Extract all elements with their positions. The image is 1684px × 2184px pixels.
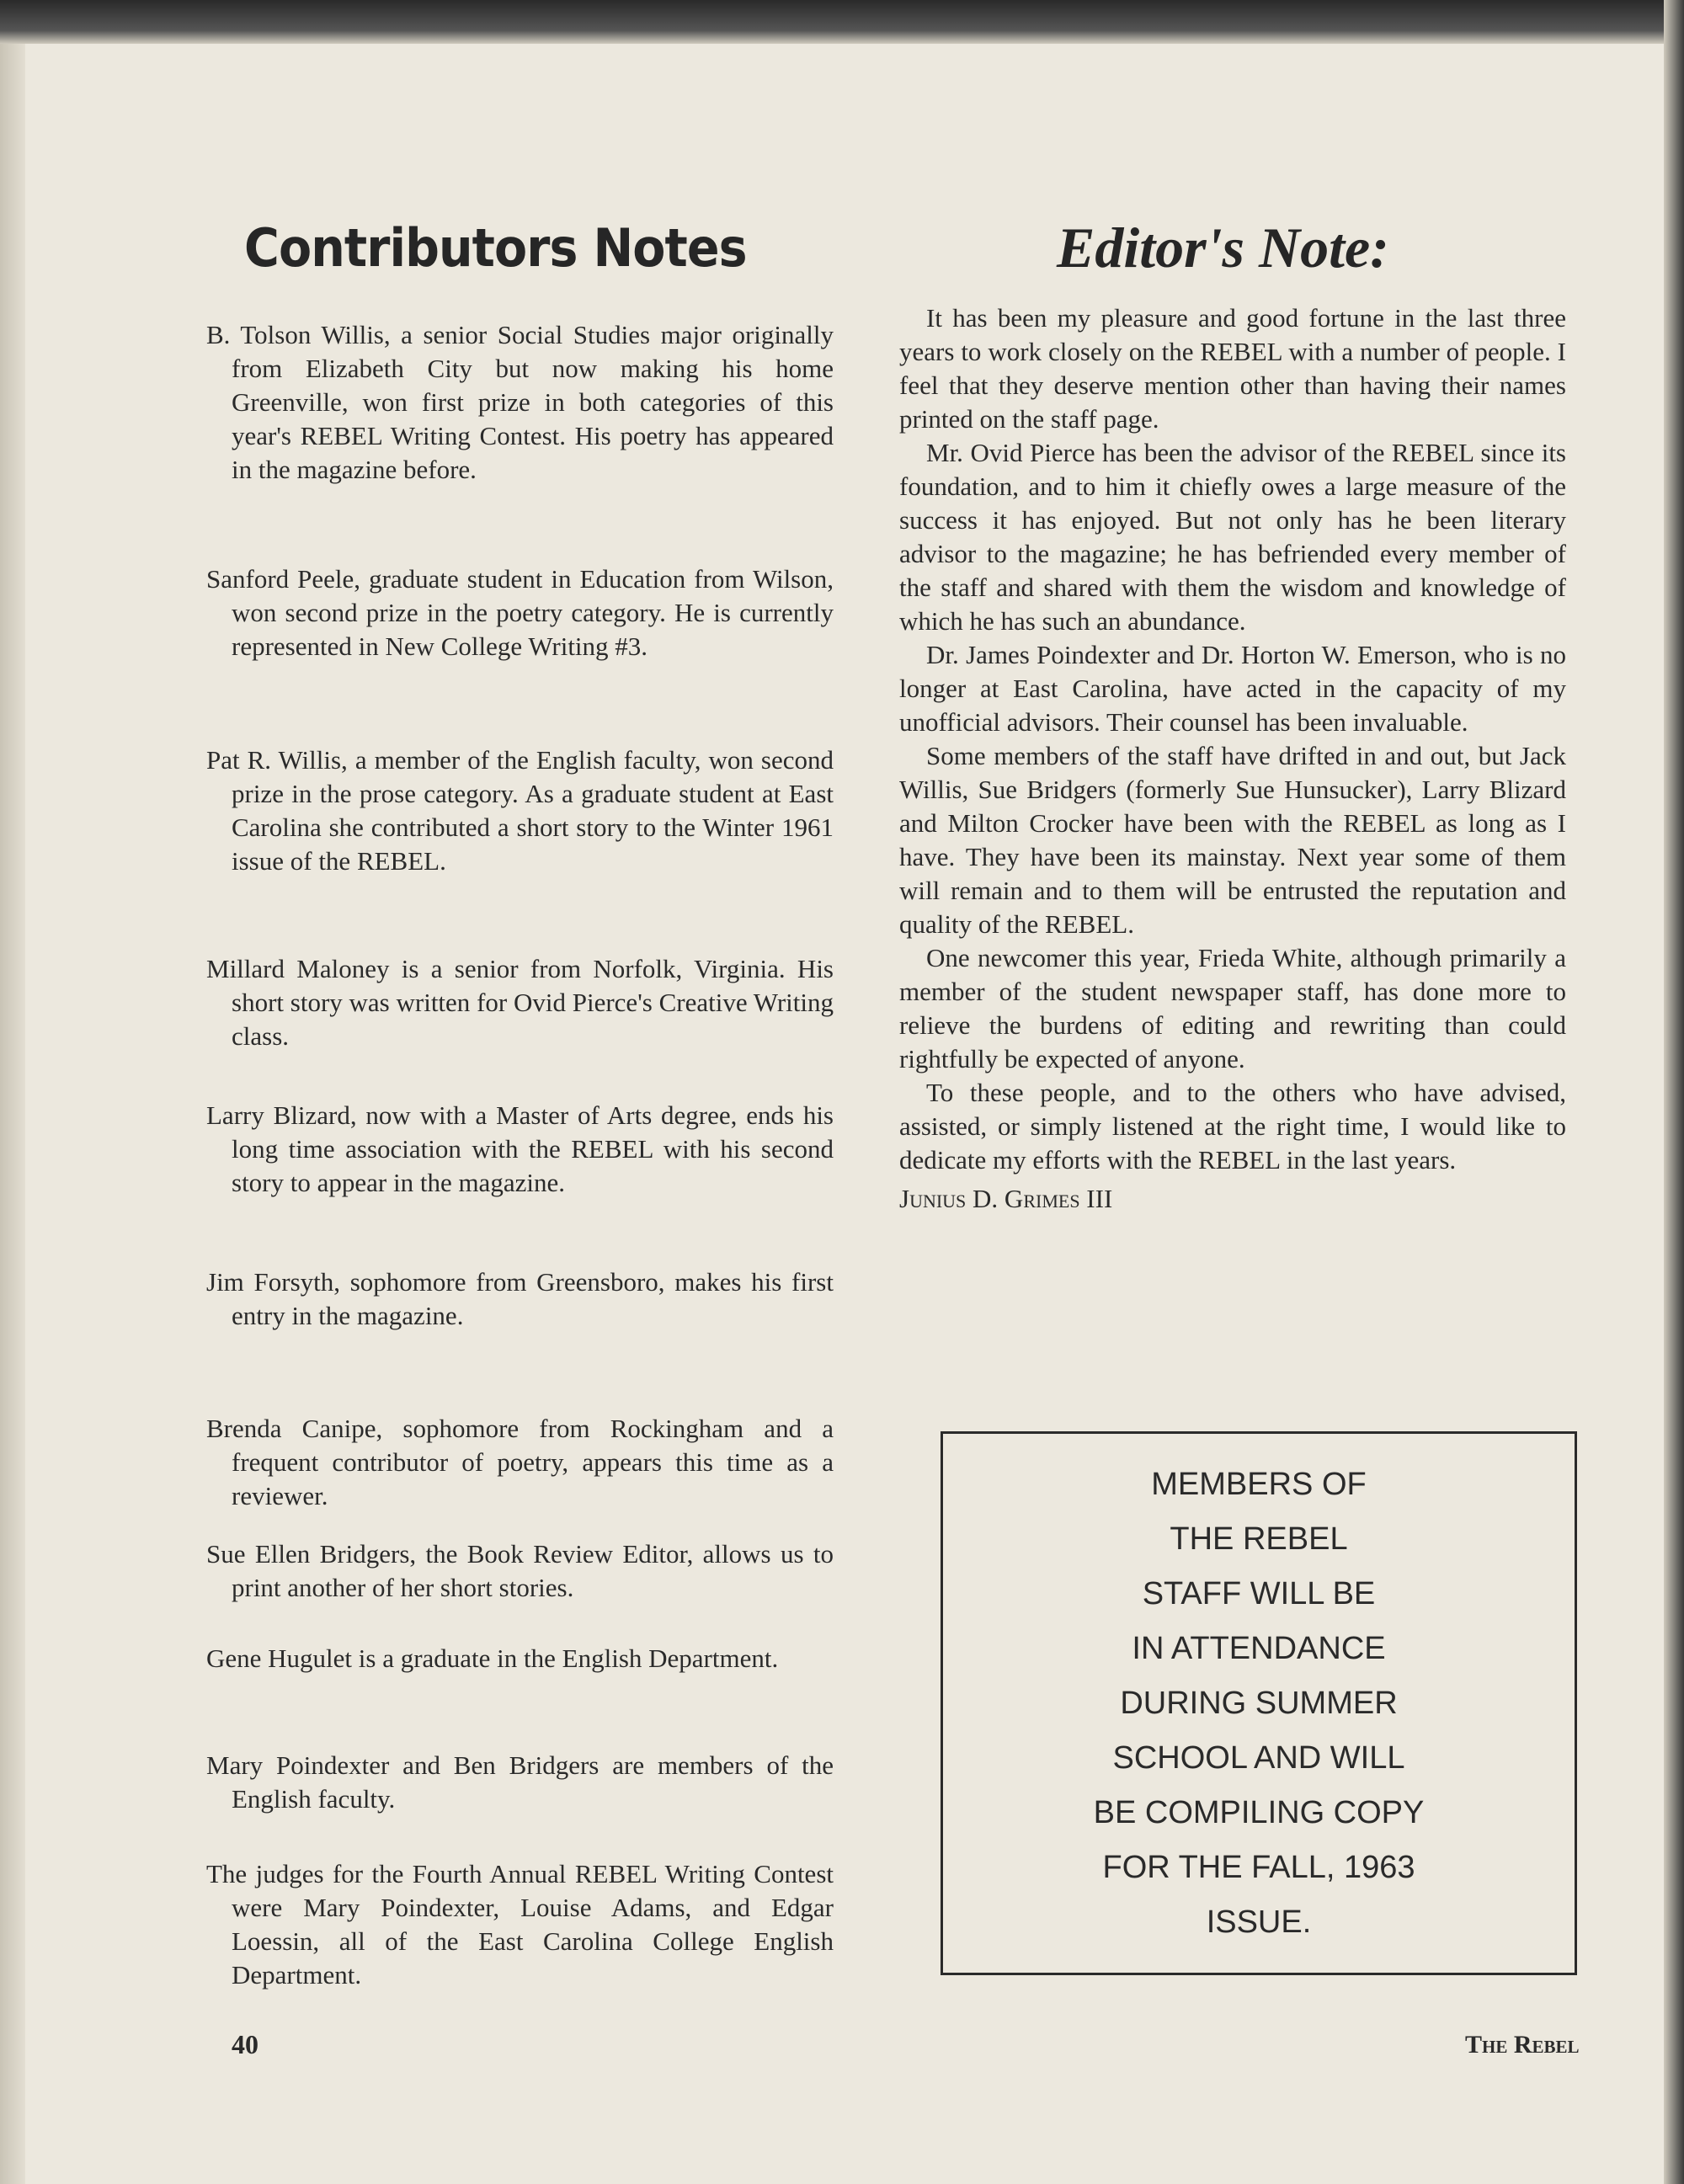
- notice-line: DURING SUMMER: [1120, 1685, 1398, 1721]
- contributor-note: Brenda Canipe, sophomore from Rockingham and a frequent contributor of poetry, appears this time as a reviewer.: [206, 1414, 834, 1510]
- notice-line: ISSUE.: [1206, 1904, 1312, 1940]
- contributor-note: B. Tolson Willis, a senior Social Studies major originally from Elizabeth City but now making his home Greenville, won first prize in both categories of this year's REBEL Writing Contest. His poetry has appeared in the magazine before.: [206, 320, 834, 484]
- notice-line: STAFF WILL BE: [1142, 1575, 1376, 1611]
- contributor-note: Jim Forsyth, sophomore from Greensboro, makes his first entry in the magazine.: [206, 1267, 834, 1330]
- editors-note-paragraph: Some members of the staff have drifted in and out, but Jack Willis, Sue Bridgers (formerly Sue Hunsucker), Larry Blizard and Milton Crocker have been with the REBEL as long as I have. They have been its mainstay. Next year some of them will remain and to them will be entrusted the reputation and quality of the REBEL.: [899, 741, 1566, 939]
- editors-note-paragraph: To these people, and to the others who have advised, assisted, or simply listened at the right time, I would like to dedicate my efforts with the REBEL in the last years.: [899, 1078, 1566, 1175]
- notice-line: SCHOOL AND WILL: [1112, 1739, 1405, 1776]
- editors-note-title: Editor's Note:: [1057, 216, 1389, 280]
- contributors-notes-title: Contributors Notes: [244, 217, 747, 279]
- page-gutter: [0, 44, 25, 2184]
- notice-line: FOR THE FALL, 1963: [1102, 1849, 1415, 1885]
- contributor-note: The judges for the Fourth Annual REBEL Writing Contest were Mary Poindexter, Louise Adams, and Edgar Loessin, all of the East Carolina College English Department.: [206, 1859, 834, 1990]
- page-number: 40: [232, 2029, 258, 2059]
- notice-line: MEMBERS OF: [1151, 1466, 1367, 1502]
- running-title: The Rebel: [1465, 2031, 1580, 2059]
- contributor-note: Pat R. Willis, a member of the English faculty, won second prize in the prose category. As a graduate student at East Carolina she contributed a short story to the Winter 1961 issue of the REBEL.: [206, 745, 834, 876]
- contributor-note: Gene Hugulet is a graduate in the English Department.: [206, 1643, 779, 1673]
- editors-note-paragraph: It has been my pleasure and good fortune in the last three years to work closely on the REBEL with a number of people. I feel that they deserve mention other than having their names printed on the staff page.: [899, 303, 1566, 434]
- contributor-note: Sue Ellen Bridgers, the Book Review Editor, allows us to print another of her short stories.: [206, 1539, 834, 1602]
- editors-note-paragraph: Mr. Ovid Pierce has been the advisor of the REBEL since its foundation, and to him it chiefly owes a large measure of the success it has enjoyed. But not only has he been literary advisor to the magazine; he has befriended every member of the staff and shared with them the wisdom and knowledge of which he has such an abundance.: [899, 438, 1566, 636]
- staff-notice-box: [941, 1431, 1577, 1975]
- contributor-note: Larry Blizard, now with a Master of Arts degree, ends his long time association with the REBEL with his second story to appear in the magazine.: [206, 1100, 834, 1197]
- editors-note-paragraph: Dr. James Poindexter and Dr. Horton W. Emerson, who is no longer at East Carolina, have acted in the capacity of my unofficial advisors. Their counsel has been invaluable.: [899, 640, 1566, 737]
- notice-line: BE COMPILING COPY: [1093, 1794, 1425, 1830]
- book-edge-top: [0, 0, 1684, 44]
- editors-note-body: [899, 301, 1566, 1216]
- contributor-note: Millard Maloney is a senior from Norfolk, Virginia. His short story was written for Ovid Pierce's Creative Writing class.: [206, 954, 834, 1051]
- book-edge-right: [1664, 0, 1684, 2184]
- contributor-note: Sanford Peele, graduate student in Education from Wilson, won second prize in the poetry category. He is currently represented in New College Writing #3.: [206, 564, 834, 661]
- notice-line: IN ATTENDANCE: [1132, 1630, 1386, 1666]
- editor-signature: Junius D. Grimes III: [899, 1184, 1113, 1213]
- editors-note-paragraph: One newcomer this year, Frieda White, although primarily a member of the student newspaper staff, has done more to relieve the burdens of editing and rewriting than could rightfully be expected of anyone.: [899, 943, 1566, 1073]
- notice-line: THE REBEL: [1170, 1521, 1348, 1557]
- contributor-note: Mary Poindexter and Ben Bridgers are members of the English faculty.: [206, 1750, 834, 1814]
